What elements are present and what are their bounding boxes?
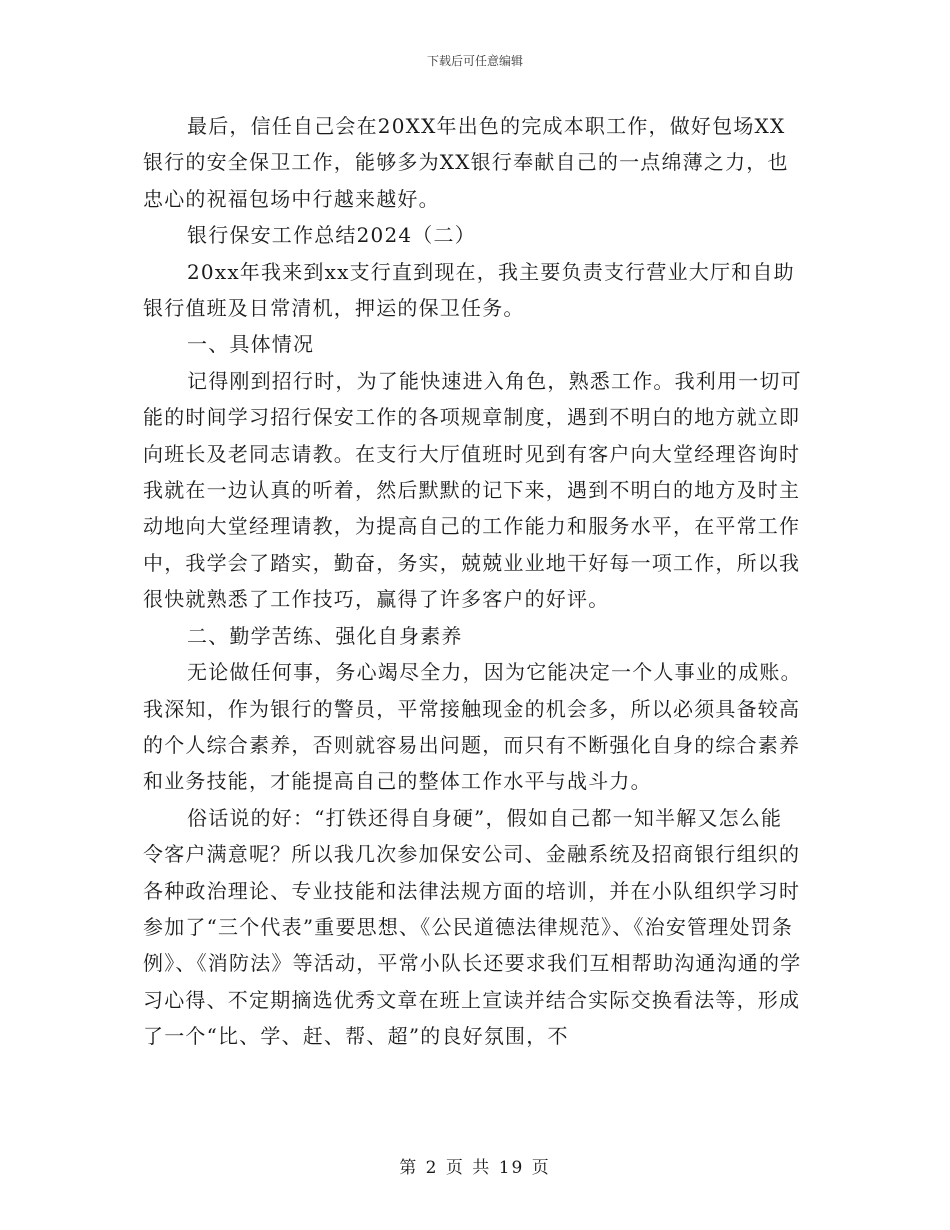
section-title: 银行保安工作总结2024（二） [187,223,476,248]
paragraph-intro: 20xx年我来到xx支行直到现在，我主要负责支行营业大厅和自助银行值班及日常清机，押运的保卫任务。 [143,259,795,321]
paragraph-situation: 记得刚到招行时，为了能快速进入角色，熟悉工作。我利用一切可能的时间学习招行保安工作的各项规章制度，遇到不明白的地方就立即向班长及老同志请教。在支行大厅值班时见到有客户向大堂经理咨询时我就在一边认真的听着，然后默默的记下来，遇到不明白的地方及时主动地向大堂经理请教，为提高自己的工作能力和服务水平，在平常工作中，我学会了踏实，勤奋，务实，兢兢业业地干好每一项工作，所以我很快就熟悉了工作技巧，赢得了许多客户的好评。 [143,368,802,612]
document-body [143,108,803,1055]
heading-specific-situation: 一、具体情况 [187,332,315,357]
page-header: 下载后可任意编辑 [426,54,523,68]
page-number: 第 2 页 共 19 页 [399,1158,551,1178]
paragraph-closing: 最后，信任自己会在20XX年出色的完成本职工作，做好包场XX银行的安全保卫工作，能够多为XX银行奉献自己的一点绵薄之力，也忠心的祝福包场中行越来越好。 [143,114,789,211]
paragraph-diligence: 无论做任何事，务心竭尽全力，因为它能决定一个人事业的成账。我深知，作为银行的警员，平常接触现金的机会多，所以必须具备较高的个人综合素养，否则就容易出问题，而只有不断强化自身的综合素养和业务技能，才能提高自己的整体工作水平与战斗力。 [143,660,802,794]
paragraph-saying: 俗话说的好：“打铁还得自身硬”，假如自己都一知半解又怎么能令客户满意呢？所以我几次参加保安公司、金融系统及招商银行组织的各种政治理论、专业技能和法律法规方面的培训，并在小队组织学习时参加了“三个代表”重要思想、《公民道德法律规范》、《治安管理处罚条例》、《消防法》等活动，平常小队长还要求我们互相帮助沟通沟通的学习心得、不定期摘选优秀文章在班上宣读并结合实际交换看法等，形成了一个“比、学、赶、帮、超”的良好氛围，不 [143,805,802,1049]
heading-study-practice: 二、勤学苦练、强化自身素养 [187,623,463,648]
